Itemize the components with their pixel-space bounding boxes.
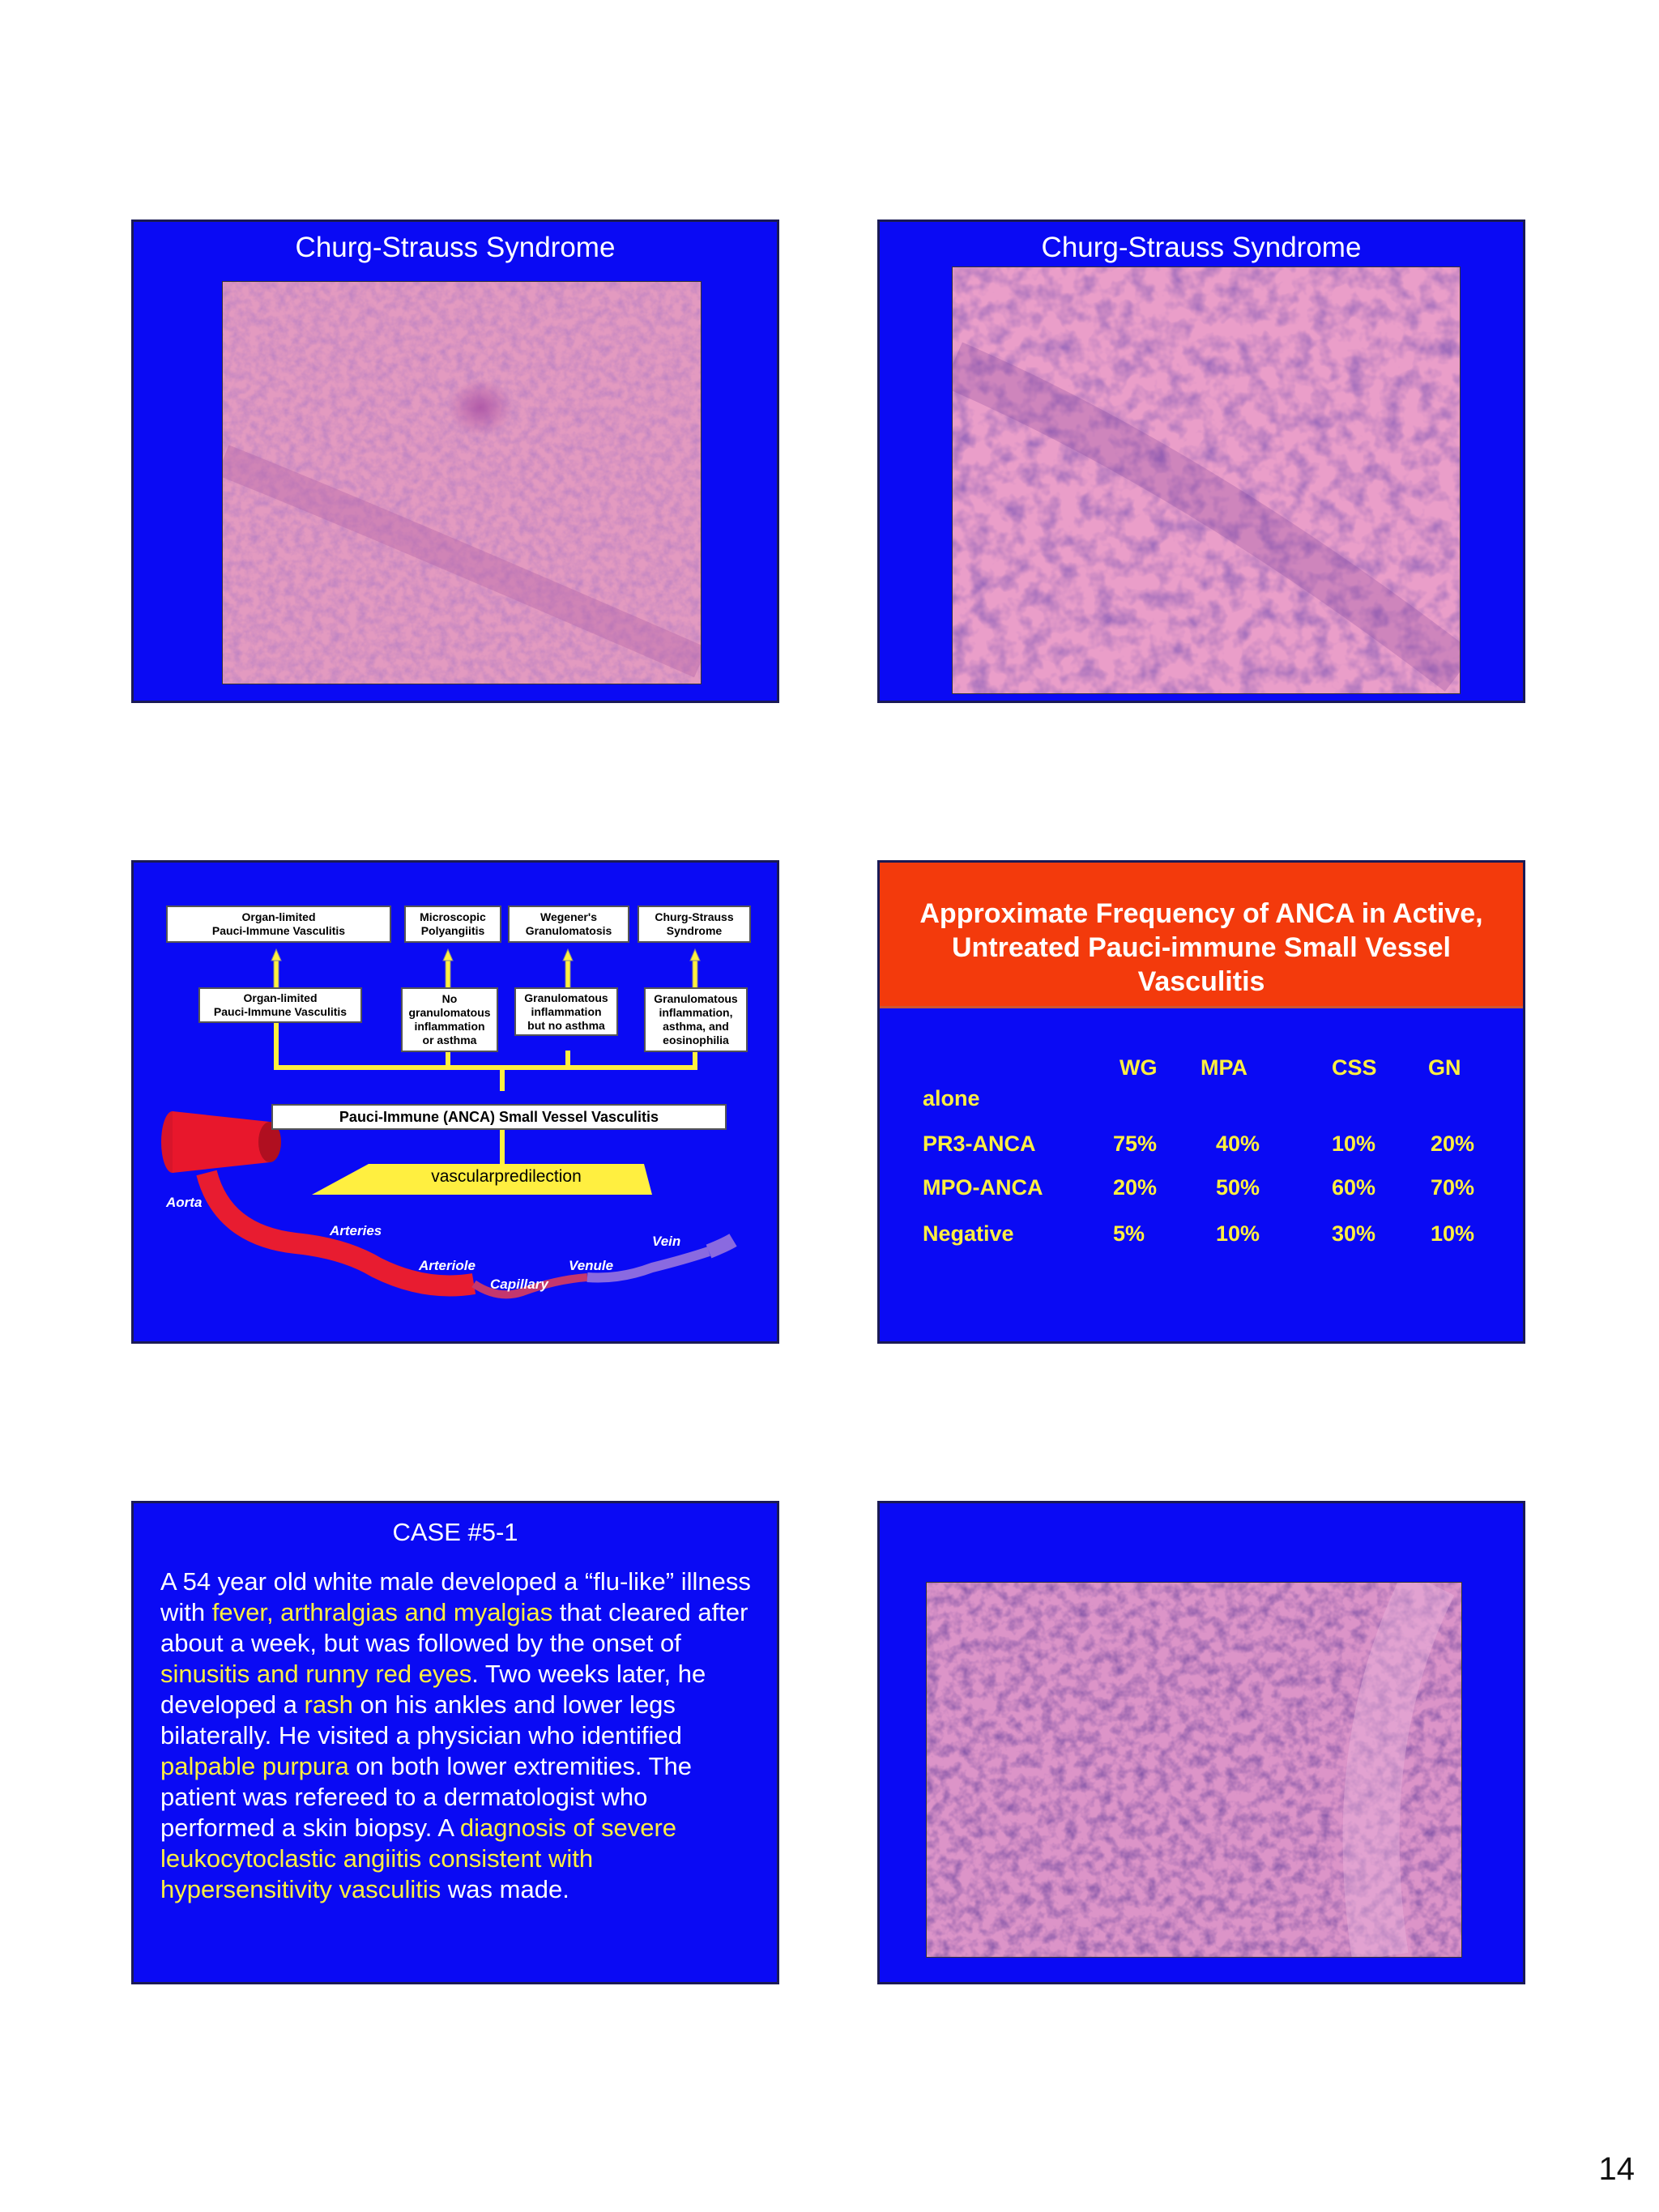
case-text: was made. [441, 1875, 569, 1903]
header-mpa: MPA [1201, 1055, 1247, 1080]
slide-6 [877, 1501, 1525, 1984]
case-highlight: diagnosis of severe leukocytoclastic angiitis consistent with hypersensitivity vasculitis [160, 1813, 677, 1903]
header-wg: WG [1120, 1055, 1158, 1080]
label-venule: Venule [569, 1258, 614, 1273]
label-capillary: Capillary [490, 1276, 548, 1292]
row-mpo-gn: 70% [1431, 1175, 1475, 1200]
row-negative-mpa: 10% [1216, 1221, 1260, 1246]
box-organ-limited-top: Organ-limited Pauci-Immune Vasculitis [166, 906, 391, 943]
label-alone: alone [923, 1086, 980, 1110]
case-paragraph [160, 1566, 757, 1905]
predilection-label: vascularpredilection [431, 1167, 582, 1186]
label-vein: Vein [652, 1234, 681, 1249]
box-no-granulomatous: No granulomatous inflammation or asthma [401, 987, 498, 1052]
box-pauci-immune-svv: Pauci-Immune (ANCA) Small Vessel Vasculitis [271, 1104, 727, 1130]
box-css-top: Churg-Strauss Syndrome [638, 906, 751, 943]
row-pr3-label: PR3-ANCA [923, 1132, 1036, 1156]
histology-image-1 [223, 282, 701, 684]
box-organ-limited-mid: Organ-limited Pauci-Immune Vasculitis [198, 987, 362, 1023]
row-pr3-gn: 20% [1431, 1132, 1475, 1156]
case-highlight: sinusitis and runny red eyes [160, 1660, 472, 1688]
label-arteriole: Arteriole [419, 1258, 476, 1273]
case-text: that cleared after about a week, but was followed by the onset of [160, 1598, 748, 1657]
case-highlight: palpable purpura [160, 1752, 349, 1780]
case-text: on both lower extremities. The patient was refereed to a dermatologist who performed a skin biopsy. A [160, 1752, 692, 1842]
case-highlight: fever, arthralgias and myalgias [211, 1598, 553, 1626]
slide-4-title: Approximate Frequency of ANCA in Active, Untreated Pauci-immune Small Vessel Vasculitis [919, 898, 1483, 997]
header-css: CSS [1332, 1055, 1377, 1080]
slide-3-diagram [131, 860, 779, 1344]
row-negative-label: Negative [923, 1221, 1014, 1246]
case-text: on his ankles and lower legs bilaterally. He visited a physician who identified [160, 1690, 682, 1750]
slide-1 [131, 219, 779, 703]
slide-5-case [131, 1501, 779, 1984]
box-granulomatous-no-asthma: Granulomatous inflammation but no asthma [514, 987, 618, 1036]
row-pr3-css: 10% [1332, 1132, 1376, 1156]
case-title: CASE #5-1 [392, 1518, 518, 1546]
slide-4-table [877, 860, 1525, 1344]
case-highlight: rash [304, 1690, 353, 1719]
case-text: . Two weeks later, he developed a [160, 1660, 706, 1719]
histology-image-3 [927, 1583, 1461, 1957]
title-banner [880, 863, 1523, 1008]
row-negative-css: 30% [1332, 1221, 1376, 1246]
header-gn: GN [1428, 1055, 1461, 1080]
case-text: A 54 year old white male developed a “flu-like” illness with [160, 1567, 751, 1626]
box-wg-top: Wegener's Granulomatosis [508, 906, 629, 943]
slide-1-title: Churg-Strauss Syndrome [295, 232, 616, 263]
label-arteries: Arteries [330, 1223, 382, 1238]
slide-2 [877, 219, 1525, 703]
box-granulomatous-asthma: Granulomatous inflammation, asthma, and eosinophilia [644, 987, 748, 1052]
row-mpo-wg: 20% [1113, 1175, 1158, 1200]
slide-2-title: Churg-Strauss Syndrome [1041, 232, 1362, 263]
histology-image-2 [953, 267, 1460, 693]
row-pr3-mpa: 40% [1216, 1132, 1260, 1156]
row-mpo-css: 60% [1332, 1175, 1376, 1200]
row-mpo-label: MPO-ANCA [923, 1175, 1043, 1200]
box-mpa-top: Microscopic Polyangiitis [404, 906, 501, 943]
row-pr3-wg: 75% [1113, 1132, 1158, 1156]
label-aorta: Aorta [166, 1195, 203, 1210]
row-negative-wg: 5% [1113, 1221, 1145, 1246]
row-mpo-mpa: 50% [1216, 1175, 1260, 1200]
page-number: 14 [1598, 2151, 1635, 2187]
row-negative-gn: 10% [1431, 1221, 1475, 1246]
